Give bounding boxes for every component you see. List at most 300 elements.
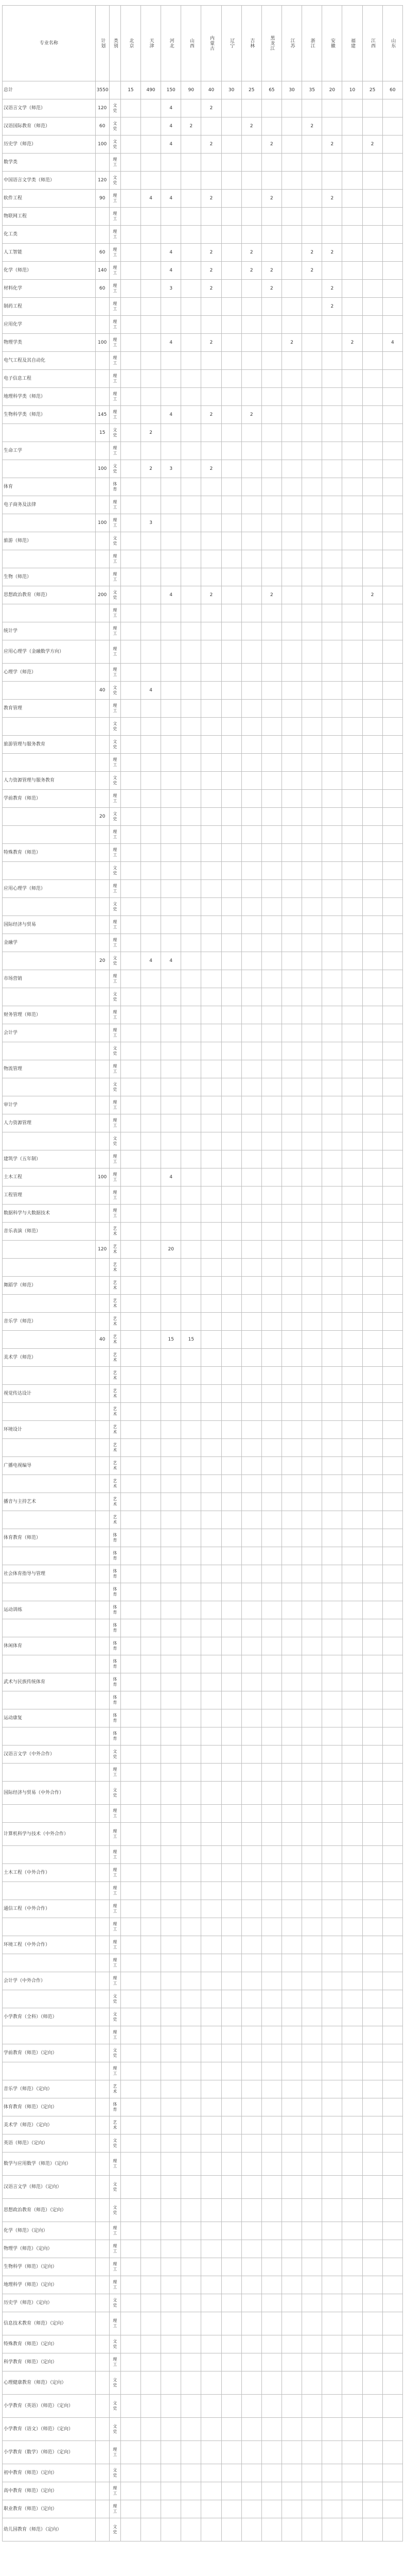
province-count-cell [281, 1511, 302, 1529]
plan-cell [95, 154, 109, 172]
plan-cell [95, 1223, 109, 1241]
major-name-cell: 化学（师范）（定向） [3, 2222, 96, 2240]
province-count-cell [382, 1421, 402, 1439]
type-label: 文史 [113, 103, 117, 113]
type-label: 理工 [113, 211, 117, 221]
province-count-cell [181, 2482, 201, 2500]
province-count-cell [181, 135, 201, 154]
province-count-cell [302, 718, 322, 736]
province-count-cell [342, 406, 362, 424]
province-count-cell [342, 1024, 362, 1042]
province-count-cell [382, 117, 402, 135]
province-count-cell [382, 1709, 402, 1727]
province-count-cell [221, 1846, 241, 1864]
type-cell [109, 2116, 120, 2134]
province-count-cell [141, 2418, 161, 2441]
province-count-cell: 2 [322, 244, 342, 262]
province-count-cell [141, 1475, 161, 1493]
province-count-cell: 4 [382, 334, 402, 352]
province-count-cell [382, 1223, 402, 1241]
province-count-cell [221, 2222, 241, 2240]
province-count-cell [302, 2240, 322, 2258]
province-count-cell [221, 2335, 241, 2353]
table-row [3, 2464, 403, 2482]
province-count-cell [241, 2335, 261, 2353]
major-name-cell: 体育教育（师范） [3, 1529, 96, 1547]
plan-cell [95, 2098, 109, 2116]
province-count-cell [221, 1511, 241, 1529]
province-count-cell [382, 1078, 402, 1096]
province-count-cell [201, 640, 221, 664]
province-count-cell [141, 844, 161, 862]
province-count-cell [302, 1457, 322, 1475]
province-count-cell [241, 316, 261, 334]
plan-cell [95, 1691, 109, 1709]
province-count-cell [241, 700, 261, 718]
province-count-cell [382, 2153, 402, 2176]
province-count-cell [302, 2116, 322, 2134]
province-count-cell [322, 1042, 342, 1060]
province-count-cell [201, 1223, 221, 1241]
province-count-cell [362, 280, 382, 298]
plan-cell [95, 1060, 109, 1078]
province-count-cell [281, 1727, 302, 1745]
province-count-cell [322, 622, 342, 640]
province-count-cell [281, 988, 302, 1006]
major-name-cell: 计算机科学与技术（中外合作） [3, 1823, 96, 1846]
type-cell [109, 1006, 120, 1024]
province-count-cell: 4 [161, 190, 181, 208]
province-count-cell [221, 1114, 241, 1132]
header-province: 辽宁 [221, 6, 241, 81]
table-row [3, 1042, 403, 1060]
province-count-cell [221, 1349, 241, 1367]
province-count-cell [362, 496, 382, 514]
plan-cell [95, 1655, 109, 1673]
province-count-cell [362, 2176, 382, 2199]
major-name-cell: 特殊教育（师范） [3, 844, 96, 862]
province-count-cell [181, 244, 201, 262]
province-count-cell [362, 826, 382, 844]
type-label: 理工 [113, 229, 117, 239]
province-count-cell [362, 1349, 382, 1367]
province-count-cell [382, 2482, 402, 2500]
table-row [3, 1493, 403, 1511]
province-count-cell [322, 2044, 342, 2062]
province-count-cell [362, 1493, 382, 1511]
province-count-cell [141, 2116, 161, 2134]
province-count-cell [181, 316, 201, 334]
province-count-cell [302, 988, 322, 1006]
province-count-cell [181, 1583, 201, 1601]
type-cell [109, 2276, 120, 2294]
table-row [3, 117, 403, 135]
province-count-cell [120, 1637, 140, 1655]
province-count-cell [302, 2199, 322, 2222]
type-label: 理工 [113, 337, 117, 347]
province-count-cell: 4 [161, 135, 181, 154]
province-count-cell [342, 514, 362, 532]
plan-cell [95, 298, 109, 316]
province-count-cell [201, 808, 221, 826]
province-count-cell [342, 1205, 362, 1223]
province-count-cell [141, 1900, 161, 1918]
province-count-cell [261, 2098, 281, 2116]
province-count-cell [342, 1259, 362, 1277]
province-count-cell [322, 916, 342, 934]
province-count-cell [302, 1673, 322, 1691]
province-count-cell: 2 [201, 460, 221, 478]
total-cell: 60 [382, 81, 402, 99]
type-label: 理工 [113, 1118, 117, 1128]
province-count-cell [161, 1709, 181, 1727]
province-count-cell [261, 700, 281, 718]
province-count-cell [302, 1805, 322, 1823]
province-count-cell [362, 1006, 382, 1024]
province-count-cell [362, 1936, 382, 1954]
province-count-cell [281, 1295, 302, 1313]
province-count-cell [141, 790, 161, 808]
major-name-cell [3, 1132, 96, 1150]
province-count-cell [161, 514, 181, 532]
header-province: 福建 [342, 6, 362, 81]
province-count-cell [141, 208, 161, 226]
table-row [3, 1619, 403, 1637]
province-count-cell [302, 1403, 322, 1421]
province-count-cell [181, 1511, 201, 1529]
total-cell: 30 [221, 81, 241, 99]
type-label: 理工 [113, 410, 117, 419]
type-label: 理工 [113, 1010, 117, 1020]
province-count-cell [362, 1385, 382, 1403]
province-count-cell [161, 2026, 181, 2044]
province-count-cell [261, 424, 281, 442]
plan-cell: 40 [95, 1331, 109, 1349]
province-count-cell [161, 700, 181, 718]
table-row [3, 2176, 403, 2199]
province-count-cell [281, 916, 302, 934]
province-count-cell [382, 1691, 402, 1709]
province-count-cell [362, 1421, 382, 1439]
table-row [3, 1936, 403, 1954]
province-count-cell [241, 952, 261, 970]
province-count-cell [362, 2199, 382, 2222]
province-count-cell [322, 1006, 342, 1024]
province-count-cell [322, 1805, 342, 1823]
plan-cell [95, 1277, 109, 1295]
type-label: 文史 [113, 1749, 117, 1759]
province-count-cell [161, 1882, 181, 1900]
province-count-cell [382, 916, 402, 934]
province-count-cell [201, 1421, 221, 1439]
province-count-cell [120, 2276, 140, 2294]
plan-cell [95, 2044, 109, 2062]
province-count-cell [382, 2116, 402, 2134]
table-row [3, 1637, 403, 1655]
province-count-cell [161, 1619, 181, 1637]
province-count-cell [161, 1313, 181, 1331]
province-count-cell [181, 862, 201, 880]
province-count-cell [382, 406, 402, 424]
province-count-cell [201, 1990, 221, 2008]
table-row [3, 1565, 403, 1583]
type-label: 理工 [113, 2262, 117, 2272]
province-count-cell [362, 934, 382, 952]
plan-cell [95, 604, 109, 622]
province-count-cell [362, 2371, 382, 2395]
province-count-cell [241, 1565, 261, 1583]
major-name-cell: 通信工程（中外合作） [3, 1900, 96, 1918]
province-count-cell [261, 1421, 281, 1439]
province-count-cell [261, 1223, 281, 1241]
table-row [3, 1655, 403, 1673]
type-cell [109, 262, 120, 280]
province-count-cell [161, 1349, 181, 1367]
type-cell [109, 190, 120, 208]
plan-cell [95, 2418, 109, 2441]
province-count-cell [302, 1006, 322, 1024]
plan-cell [95, 1132, 109, 1150]
province-count-cell [302, 460, 322, 478]
province-count-cell [382, 1529, 402, 1547]
province-count-cell [221, 1691, 241, 1709]
province-count-cell [120, 1547, 140, 1565]
province-count-cell [161, 1565, 181, 1583]
total-type [109, 81, 120, 99]
province-count-cell [302, 2500, 322, 2518]
province-count-cell [241, 1619, 261, 1637]
province-count-cell [241, 2371, 261, 2395]
province-count-cell [241, 1223, 261, 1241]
province-count-cell [281, 1223, 302, 1241]
province-count-cell [322, 790, 342, 808]
major-name-cell [3, 1331, 96, 1349]
province-count-cell [161, 1295, 181, 1313]
type-label: 文史 [113, 721, 117, 731]
province-count-cell [181, 226, 201, 244]
province-count-cell [161, 988, 181, 1006]
type-label: 理工 [113, 938, 117, 947]
province-count-cell [161, 1403, 181, 1421]
province-count-cell [281, 1565, 302, 1583]
type-cell [109, 826, 120, 844]
major-name-cell: 人力资源管理 [3, 1114, 96, 1132]
type-label: 理工 [113, 1958, 117, 1968]
province-count-cell [161, 352, 181, 370]
province-count-cell [141, 2482, 161, 2500]
province-count-cell [161, 1223, 181, 1241]
province-count-cell [382, 2464, 402, 2482]
province-count-cell [302, 1823, 322, 1846]
province-count-cell [281, 1529, 302, 1547]
province-count-cell: 2 [201, 190, 221, 208]
province-count-cell [141, 826, 161, 844]
province-count-cell [161, 2222, 181, 2240]
province-count-cell [342, 1042, 362, 1060]
province-count-cell [281, 2482, 302, 2500]
province-count-cell [281, 1187, 302, 1205]
province-count-cell [342, 2294, 362, 2312]
total-cell: 20 [322, 81, 342, 99]
province-count-cell [221, 2518, 241, 2541]
table-row [3, 2312, 403, 2335]
province-count-cell [221, 1259, 241, 1277]
province-count-cell [261, 1972, 281, 1990]
province-count-cell [120, 262, 140, 280]
province-count-cell [382, 1295, 402, 1313]
province-count-cell: 4 [161, 586, 181, 604]
province-count-cell [322, 1619, 342, 1637]
province-count-cell [161, 2258, 181, 2276]
province-count-cell [302, 1313, 322, 1331]
province-count-cell [382, 1972, 402, 1990]
province-count-cell [221, 442, 241, 460]
province-count-cell [342, 1673, 362, 1691]
total-cell: 40 [201, 81, 221, 99]
type-cell [109, 1601, 120, 1619]
province-count-cell [221, 117, 241, 135]
province-count-cell [362, 1782, 382, 1805]
province-count-cell [181, 2294, 201, 2312]
province-count-cell [281, 1132, 302, 1150]
province-count-cell [302, 2044, 322, 2062]
province-count-cell [241, 1900, 261, 1918]
province-count-cell [382, 1936, 402, 1954]
plan-cell [95, 2518, 109, 2541]
province-count-cell [161, 2062, 181, 2080]
province-count-cell [181, 1637, 201, 1655]
province-count-cell [201, 1583, 221, 1601]
province-count-cell [261, 2371, 281, 2395]
plan-cell [95, 442, 109, 460]
type-cell [109, 1637, 120, 1655]
province-count-cell [382, 970, 402, 988]
province-count-cell [362, 1972, 382, 1990]
province-count-cell [302, 1349, 322, 1367]
province-count-cell [221, 1547, 241, 1565]
province-count-cell: 2 [201, 244, 221, 262]
major-name-cell: 国际经济与贸易 [3, 916, 96, 934]
province-count-cell [201, 916, 221, 934]
province-count-cell [261, 2134, 281, 2153]
province-count-cell: 2 [261, 135, 281, 154]
total-cell: 150 [161, 81, 181, 99]
province-count-cell [362, 1457, 382, 1475]
type-label: 体育 [113, 1569, 117, 1579]
province-count-cell [362, 2153, 382, 2176]
province-count-cell [322, 370, 342, 388]
type-label: 理工 [113, 2447, 117, 2457]
province-count-cell [120, 1529, 140, 1547]
province-count-cell [161, 1637, 181, 1655]
type-cell [109, 154, 120, 172]
type-cell [109, 1259, 120, 1277]
province-count-cell [281, 2116, 302, 2134]
province-count-cell [322, 2026, 342, 2044]
table-row [3, 2044, 403, 2062]
major-name-cell: 应用心理学（师范） [3, 880, 96, 898]
province-count-cell [342, 262, 362, 280]
province-count-cell [161, 1150, 181, 1168]
major-name-cell: 音乐学（师范）（定向） [3, 2080, 96, 2098]
province-count-cell [201, 1367, 221, 1385]
province-count-cell [241, 1349, 261, 1367]
province-count-cell [342, 988, 362, 1006]
type-label: 文史 [113, 956, 117, 965]
province-count-cell [342, 2335, 362, 2353]
major-name-cell: 心理学（师范） [3, 664, 96, 682]
province-count-cell [382, 1168, 402, 1187]
province-count-cell [342, 2176, 362, 2199]
type-cell [109, 478, 120, 496]
type-cell [109, 334, 120, 352]
province-count-cell [201, 700, 221, 718]
province-count-cell [302, 1439, 322, 1457]
type-label: 体育 [113, 2102, 117, 2112]
province-count-cell [281, 460, 302, 478]
province-count-cell [221, 1601, 241, 1619]
province-count-cell [181, 1547, 201, 1565]
province-count-cell [322, 2441, 342, 2464]
province-count-cell [120, 1846, 140, 1864]
province-count-cell [181, 700, 201, 718]
table-row [3, 862, 403, 880]
province-count-cell [201, 1864, 221, 1882]
type-cell [109, 370, 120, 388]
type-cell [109, 1042, 120, 1060]
province-count-cell [120, 1421, 140, 1439]
province-count-cell [221, 370, 241, 388]
province-count-cell [241, 772, 261, 790]
type-cell [109, 1529, 120, 1547]
province-count-cell [342, 862, 362, 880]
total-cell: 15 [120, 81, 140, 99]
province-count-cell [181, 1277, 201, 1295]
type-label: 体育 [113, 1605, 117, 1615]
province-count-cell [322, 2199, 342, 2222]
major-name-cell: 国际经济与贸易（中外合作） [3, 1782, 96, 1805]
province-count-cell [161, 172, 181, 190]
province-count-cell [362, 2441, 382, 2464]
table-row [3, 1006, 403, 1024]
province-count-cell [302, 208, 322, 226]
province-count-cell [302, 898, 322, 916]
province-count-cell [120, 1727, 140, 1745]
province-count-cell [141, 1918, 161, 1936]
province-count-cell: 4 [161, 334, 181, 352]
province-count-cell [181, 640, 201, 664]
province-count-cell [161, 1457, 181, 1475]
province-count-cell [120, 2080, 140, 2098]
province-count-cell [221, 1006, 241, 1024]
province-count-cell [281, 2371, 302, 2395]
province-count-cell [302, 1511, 322, 1529]
province-count-cell [322, 1493, 342, 1511]
province-count-cell [141, 880, 161, 898]
province-count-cell [241, 808, 261, 826]
province-count-cell [241, 1805, 261, 1823]
province-count-cell [221, 154, 241, 172]
province-count-cell [261, 1805, 281, 1823]
province-count-cell [141, 117, 161, 135]
province-count-cell [141, 352, 161, 370]
province-count-cell [322, 1421, 342, 1439]
province-count-cell [120, 1990, 140, 2008]
province-count-cell [342, 1882, 362, 1900]
province-count-cell [362, 1150, 382, 1168]
province-count-cell [302, 754, 322, 772]
province-count-cell [120, 1114, 140, 1132]
